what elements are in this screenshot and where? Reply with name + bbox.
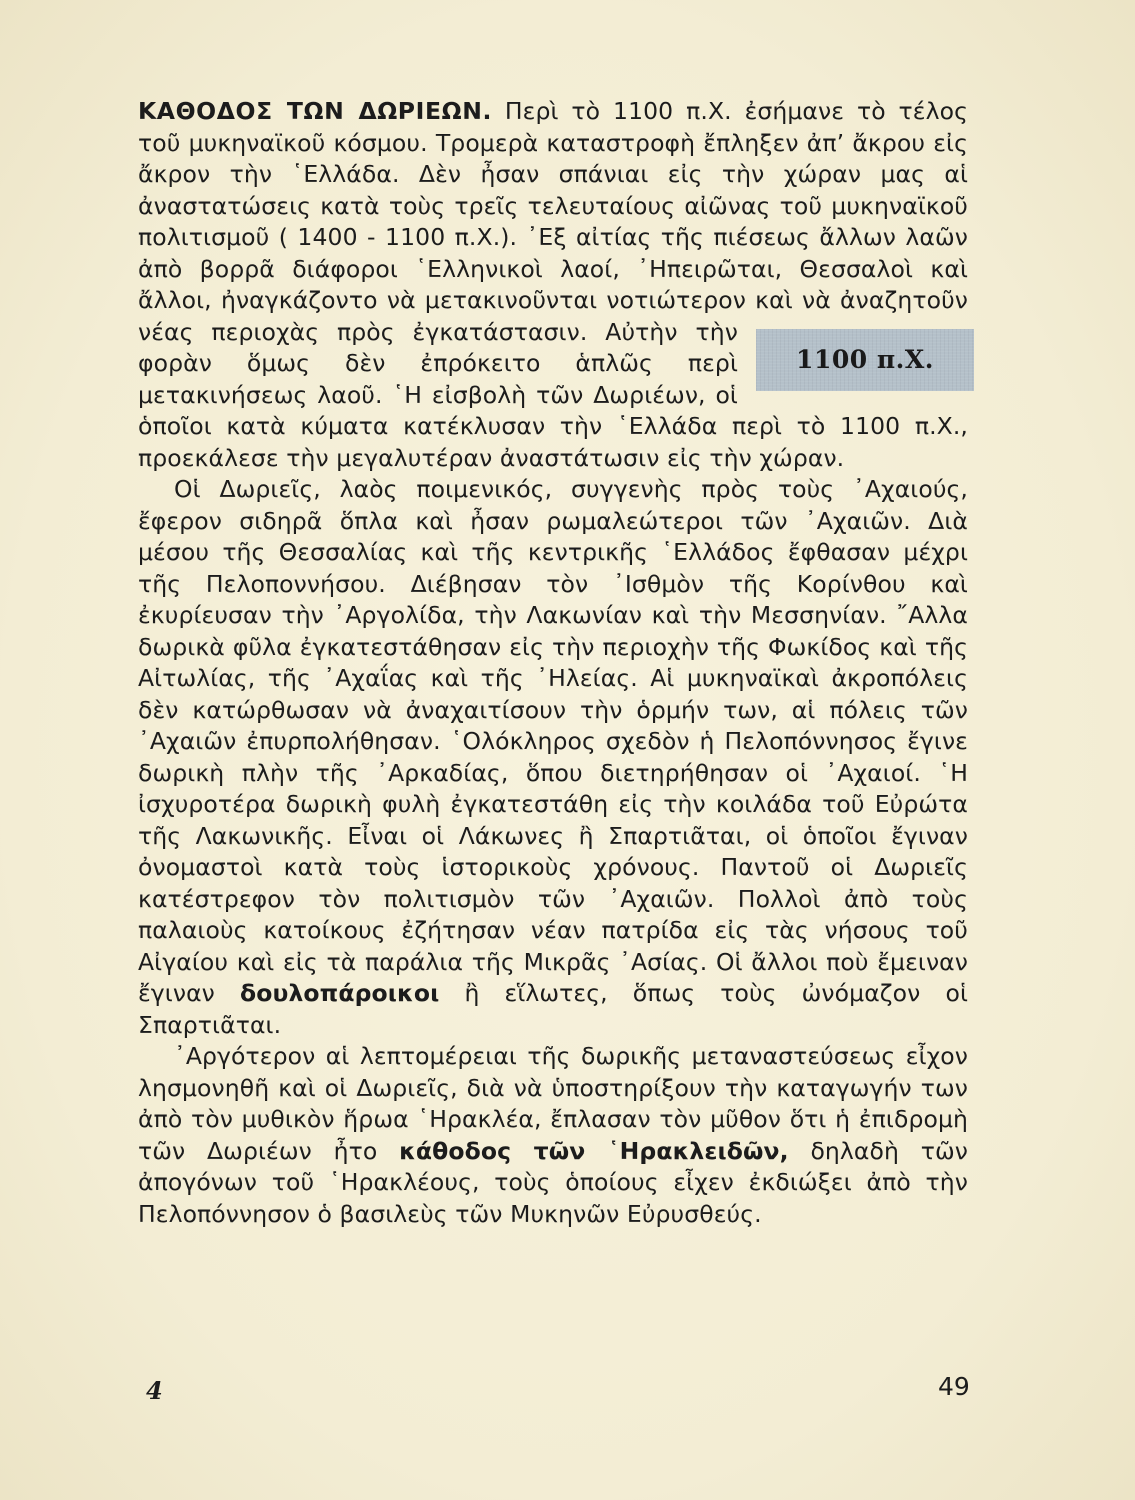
paragraph-3 [138, 1041, 968, 1230]
page-number: 49 [938, 1372, 970, 1401]
emphasized-term-heraclids: κάθοδος τῶν ῾Ηρακλειδῶν, [399, 1136, 789, 1165]
paragraph-2 [138, 474, 968, 1041]
section-heading: ΚΑΘΟΔΟΣ ΤΩΝ ΔΩΡΙΕΩΝ. [138, 97, 492, 125]
paragraph-2-text: Οἱ Δωριεῖς, λαὸς ποιμενικός, συγγενὴς πρὸς τοὺς ᾿Αχαιούς, ἔφερον σιδηρᾶ ὅπλα καὶ ἦσαν ρωμαλεώτεροι τῶν ᾿Αχαιῶν. Διὰ μέσου τῆς Θεσσαλίας καὶ τῆς κεντρικῆς ῾Ελλάδος ἔφθασαν μέχρι τῆς Πελοποννήσου. Διέβησαν τὸν ᾿Ισθμὸν τῆς Κορίνθου καὶ ἐκυρίευσαν τὴν ᾿Αργολίδα, τὴν Λακωνίαν καὶ τὴν Μεσσηνίαν. ῎Αλλα δωρικὰ φῦλα ἐγκατεστάθησαν εἰς τὴν περιοχὴν τῆς Φωκίδος καὶ τῆς Αἰτωλίας, τῆς ᾿Αχαΐας καὶ τῆς ᾿Ηλείας. Αἱ μυκηναϊκαὶ ἀκροπόλεις δὲν κατώρθωσαν νὰ ἀναχαιτίσουν τὴν ὁρμήν των, αἱ πόλεις τῶν ᾿Αχαιῶν ἐπυρπολήθησαν. ῾Ολόκληρος σχεδὸν ἡ Πελοπόννησος ἔγινε δωρικὴ πλὴν τῆς ᾿Αρκαδίας, ὅπου διετηρήθησαν οἱ ᾿Αχαιοί. ῾Η ἰσχυροτέρα δωρικὴ φυλὴ ἐγκατεστάθη εἰς τὴν κοιλάδα τοῦ Εὐρώτα τῆς Λακωνικῆς. Εἶναι οἱ Λάκωνες ἢ Σπαρτιᾶται, οἱ ὁποῖοι ἔγιναν ὀνομαστοὶ κατὰ τοὺς ἱστορικοὺς χρόνους. Παντοῦ οἱ Δωριεῖς κατέστρεφον τὸν πολιτισμὸν τῶν ᾿Αχαιῶν. Πολλοὶ ἀπὸ τοὺς παλαιοὺς κατοίκους ἐζήτησαν νέαν πατρίδα εἰς τὰς νήσους τοῦ Αἰγαίου καὶ εἰς τὰ παράλια τῆς Μικρᾶς ᾿Ασίας. Οἱ ἄλλοι ποὺ ἔμειναν ἔγιναν [138, 475, 968, 1007]
paragraph-3-end: δηλαδὴ τῶν ἀπογόνων τοῦ ῾Ηρακλέους, τοὺς ὁποίους εἶχεν ἐκδιώξει ἀπὸ τὴν Πελοπόννησον ὁ βασιλεὺς τῶν Μυκηνῶν Εὐρυσθεύς. [138, 1136, 969, 1228]
emphasized-term-serfs: δουλοπάροικοι [240, 979, 440, 1007]
signature-mark: 4 [146, 1376, 163, 1405]
paragraph-3-text: ᾿Αργότερον αἱ λεπτομέρειαι τῆς δωρικῆς μεταναστεύσεως εἶχον λησμονηθῆ καὶ οἱ Δωριεῖς, διὰ νὰ ὑποστηρίξουν τὴν καταγωγήν των ἀπὸ τὸν μυθικὸν ἥρωα ῾Ηρακλέα, ἔπλασαν τὸν μῦθον ὅτι ἡ ἐπιδρομὴ τῶν Δωριέων ἦτο [138, 1042, 968, 1165]
paragraph-1-text: Περὶ τὸ 1100 π.Χ. ἐσήμανε τὸ τέλος τοῦ μυκηναϊκοῦ κόσμου. Τρομερὰ καταστροφὴ ἔπληξεν ἀπ’ ἄκρου εἰς ἄκρον τὴν ῾Ελλάδα. Δὲν ἦσαν σπάνιαι εἰς τὴν χώραν μας αἱ ἀναστατώσεις κατὰ τοὺς τρεῖς τελευταίους αἰῶνας τοῦ μυκηναϊκοῦ πολιτισμοῦ ( 1400 - 1100 π.Χ.). ᾿Εξ αἰτίας τῆς πιέσεως ἄλλων λαῶν ἀπὸ βορρᾶ διάφοροι ῾Ελληνικοὶ λαοί, ᾿Ηπειρῶται, Θεσσαλοὶ καὶ ἄλλοι, ἠναγκάζοντο νὰ μετακινοῦνται νοτιώτερον καὶ νὰ ἀναζητοῦν νέας περιοχὰς πρὸς ἐγκατάστασιν. [138, 97, 968, 346]
body-text [138, 96, 968, 1230]
paragraph-2-end: ἢ εἵλωτες, ὅπως τοὺς ὠνόμαζον οἱ Σπαρτιᾶται. [138, 979, 968, 1039]
paragraph-1 [138, 96, 968, 474]
paragraph-1-continued: Αὐτὴν τὴν φορὰν ὅμως δὲν ἐπρόκειτο ἁπλῶς περὶ μετακινήσεως λαοῦ. ῾Η εἰσβολὴ τῶν Δωριέων, οἱ ὁποῖοι κατὰ κύματα κατέκλυσαν τὴν ῾Ελλάδα περὶ τὸ 1100 π.Χ., προεκάλεσε τὴν μεγαλυτέραν ἀναστάτωσιν εἰς τὴν χώραν. [138, 317, 968, 472]
margin-date-label: 1100 π.Χ. [756, 329, 974, 391]
